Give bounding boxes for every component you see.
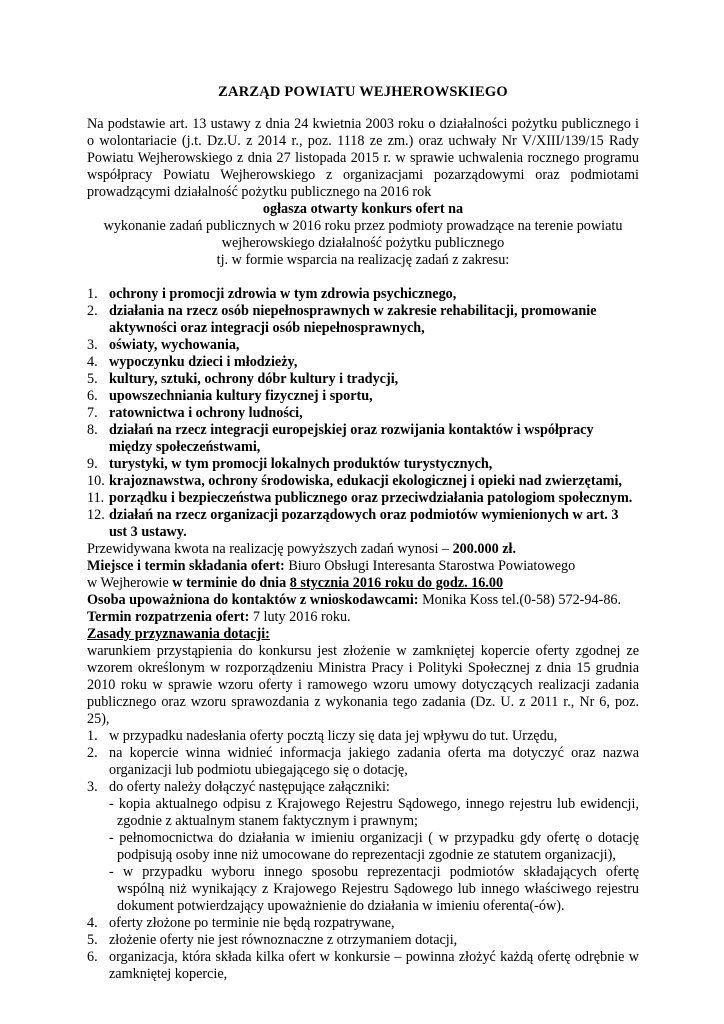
attachment-item: - w przypadku wyboru innego sposobu reprezentacji podmiotów składających ofertę wspólną niż wynikający z Krajowego Rejestru Sądowego lub innego właściwego rejestru dokument potwierdzający upoważnienie do działania w imieniu oferenta(-ów). (109, 864, 639, 914)
attachment-item: - pełnomocnictwa do działania w imieniu organizacji ( w przypadku gdy ofertę o dotację podpisują osoby inne niż umocowane do reprezentacji zgodnie ze statutem organizacji), (109, 830, 639, 863)
document-title: ZARZĄD POWIATU WEJHEROWSKIEGO (218, 84, 508, 100)
announcement-heading: ogłasza otwarty konkurs ofert na (262, 201, 464, 217)
scope-item: 8. działań na rzecz integracji europejskiej oraz rozwijania kontaktów i współpracy między społeczeństwami, (87, 422, 594, 455)
scope-item: 2. działania na rzecz osób niepełnosprawnych w zakresie rehabilitacji, promowanie aktywności oraz integracji osób niepełnosprawnych, (87, 303, 597, 336)
task-line-1: wykonanie zadań publicznych w 2016 roku przez podmioty prowadzące na terenie powiatu (103, 218, 623, 234)
task-line-2: wejherowskiego działalność pożytku publicznego (221, 235, 505, 251)
rule-item: 4. oferty złożone po terminie nie będą rozpatrywane, (87, 915, 395, 931)
scope-item: 5. kultury, sztuki, ochrony dóbr kultury i tradycji, (87, 371, 399, 387)
scope-item: 11. porządku i bezpieczeństwa publicznego oraz przeciwdziałania patologiom społecznym. (87, 490, 633, 506)
scope-item: 1. ochrony i promocji zdrowia w tym zdrowia psychicznego, (87, 286, 457, 302)
rule-item: 5. złożenie oferty nie jest równoznaczne z otrzymaniem dotacji, (87, 932, 458, 948)
rules-list (87, 728, 639, 983)
intro-paragraph: Na podstawie art. 13 ustawy z dnia 24 kwietnia 2003 roku o działalności pożytku publicznego i o wolontariacie (j.t. Dz.U. z 2014 r., poz. 1118 ze zm.) oraz uchwały Nr V/XIII/139/15 Rady Powiatu Wejherowskiego z dnia 27 listopada 2015 r. w sprawie uchwalenia rocznego programu współpracy Powiatu Wejherowskiego z organizacjami pozarządowymi oraz podmiotami prowadzącymi działalność pożytku publicznego na 2016 rok (87, 116, 639, 200)
rule-item: 1. w przypadku nadesłania oferty pocztą liczy się data jej wpływu do tut. Urzędu, (87, 728, 558, 744)
amount-value: 200.000 zł. (452, 541, 517, 557)
deadline-line: w Wejherowie w terminie do dnia 8 stycznia 2016 roku do godz. 16.00 (87, 575, 504, 591)
scope-item: 10. krajoznawstwa, ochrony środowiska, edukacji ekologicznej i opieki nad zwierzętami, (87, 473, 622, 489)
scope-item: 12. działań na rzecz organizacji pozarządowych oraz podmiotów wymienionych w art. 3 ust 3 ustawy. (87, 507, 619, 540)
attachment-item: - kopia aktualnego odpisu z Krajowego Rejestru Sądowego, innego rejestru lub ewidencji, zgodnie z aktualnym stanem faktycznym i prawnym; (109, 796, 639, 829)
contact-line: Osoba upoważniona do kontaktów z wnioskodawcami: Monika Koss tel.(0-58) 572-94-86. (87, 592, 622, 608)
place-line: Miejsce i termin składania ofert: Biuro Obsługi Interesanta Starostwa Powiatowego (87, 558, 576, 574)
scope-item: 4. wypoczynku dzieci i młodzieży, (87, 354, 298, 370)
deadline-date: 8 stycznia 2016 roku do godz. 16.00 (289, 575, 504, 591)
rule-item: 2. na kopercie winna widnieć informacja jakiego zadania oferta ma dotyczyć oraz nazwa organizacji lub podmiotu ubiegającego się o dotację, (87, 745, 639, 778)
scope-list (87, 286, 639, 541)
rule-item: 3. do oferty należy dołączyć następujące załączniki: - kopia aktualnego odpisu z Krajowego Rejestru Sądowego, innego rejestru lub ewidencji, zgodnie z aktualnym stanem faktycznym i prawnym; - pełnomocnictwa do działania w imieniu organizacji ( w przypadku gdy ofertę o dotację podpisują osoby inne niż umocowane do reprezentacji zgodnie ze statutem organizacji), - w przypadku wyboru innego sposobu reprezentacji podmiotów składających ofertę wspólną niż wynikający z Krajowego Rejestru Sądowego lub innego właściwego rejestru dokument potwierdzający upoważnienie do działania w imieniu oferenta(-ów). (87, 779, 639, 914)
rule-item: 6. organizacja, która składa kilka ofert w konkursie – powinna złożyć każdą ofertę odrębnie w zamkniętej kopercie, (87, 949, 639, 982)
scope-item: 3. oświaty, wychowania, (87, 337, 240, 353)
amount-line: Przewidywana kwota na realizację powyższych zadań wynosi – 200.000 zł. (87, 541, 517, 557)
scope-item: 7. ratownictwa i ochrony ludności, (87, 405, 303, 421)
task-line-3: tj. w formie wsparcia na realizację zadań z zakresu: (216, 252, 510, 268)
rules-heading: Zasady przyznawania dotacji: (87, 626, 270, 642)
scope-item: 6. upowszechniania kultury fizycznej i sportu, (87, 388, 373, 404)
review-line: Termin rozpatrzenia ofert: 7 luty 2016 roku. (87, 609, 351, 625)
document-body (87, 84, 639, 983)
scope-item: 9. turystyki, w tym promocji lokalnych produktów turystycznych, (87, 456, 493, 472)
rules-intro: warunkiem przystąpienia do konkursu jest złożenie w zamkniętej kopercie oferty zgodnej ze wzorem określonym w rozporządzeniu Ministra Pracy i Polityki Społecznej z dnia 15 grudnia 2010 roku w sprawie wzoru oferty i ramowego wzoru umowy dotyczących realizacji zadania publicznego oraz wzoru sprawozdania z wykonania tego zadania (Dz. U. z 2011 r., Nr 6, poz. 25), (87, 643, 639, 727)
attachments-list (109, 796, 639, 915)
